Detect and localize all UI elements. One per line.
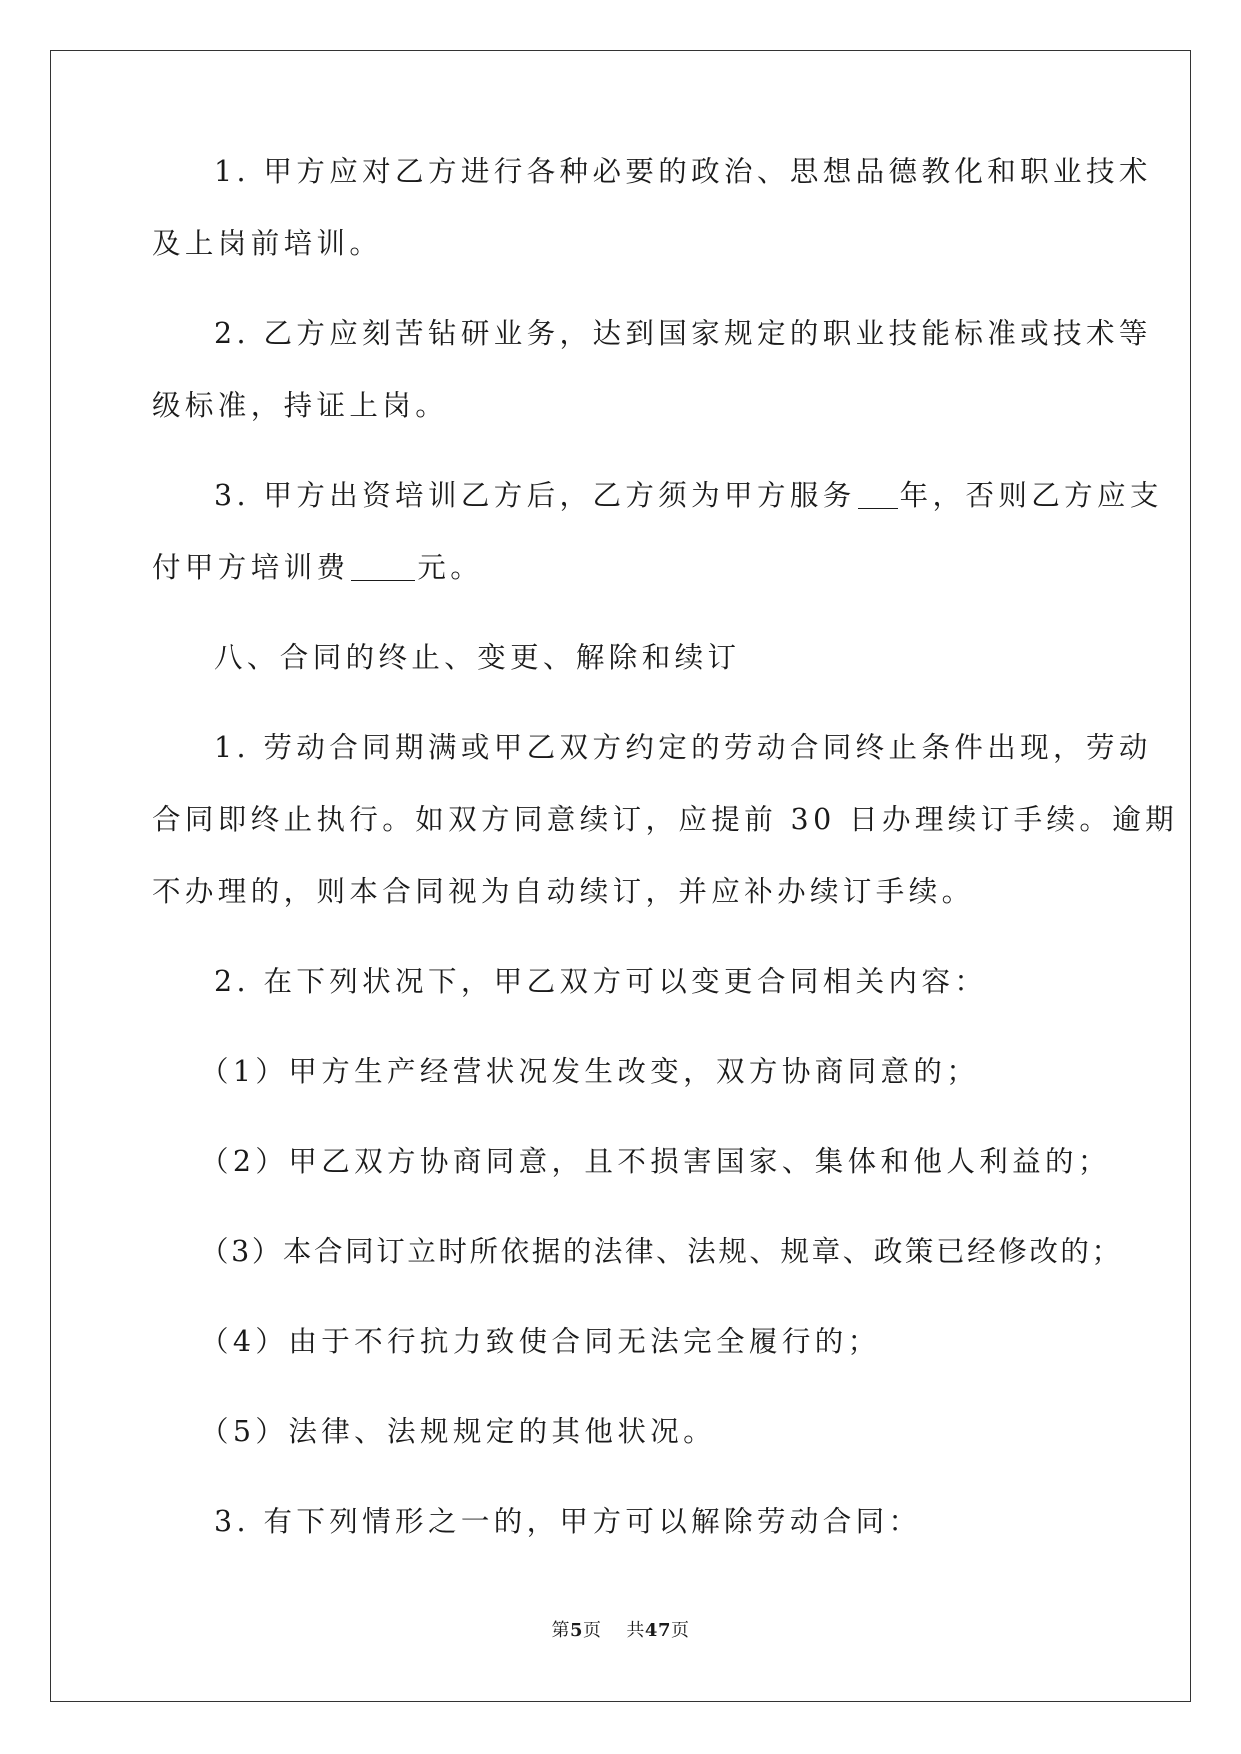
paragraph-line [152, 532, 1087, 604]
footer-text: 页 [670, 1620, 690, 1641]
document-body [152, 136, 1179, 1558]
list-item: （2）甲乙双方协商同意，且不损害国家、集体和他人利益的； [200, 1145, 1111, 1178]
footer-text: 共 [626, 1620, 645, 1641]
paragraph-line: 3. 有下列情形之一的，甲方可以解除劳动合同： [214, 1505, 922, 1538]
paragraph-line: 1. 甲方应对乙方进行各种必要的政治、思想品德教化和职业技术 [214, 155, 1152, 188]
footer-text: 第 [551, 1620, 570, 1641]
paragraph-text: 元。 [417, 551, 484, 584]
list-item: （5）法律、法规规定的其他状况。 [200, 1415, 717, 1448]
paragraph-line: 2. 乙方应刻苦钻研业务，达到国家规定的职业技能标准或技术等 [214, 317, 1152, 350]
page-number: 5 [570, 1620, 584, 1641]
total-pages: 47 [644, 1620, 671, 1641]
list-item: （4）由于不行抗力致使合同无法完全履行的； [200, 1325, 881, 1358]
paragraph-text: 付甲方培训费 [152, 551, 350, 584]
paragraph-line: 及上岗前培训。 [152, 227, 383, 260]
paragraph-line: 不办理的，则本合同视为自动续订，并应补办续订手续。 [152, 875, 975, 908]
fill-in-blank [858, 478, 898, 509]
paragraph-line: 合同即终止执行。如双方同意续订，应提前 30 日办理续订手续。逾期 [152, 803, 1179, 836]
list-item: （3）本合同订立时所依据的法律、法规、规章、政策已经修改的； [200, 1235, 1123, 1268]
paragraph-line: 1. 劳动合同期满或甲乙双方约定的劳动合同终止条件出现，劳动 [214, 731, 1152, 764]
paragraph-line: 2. 在下列状况下，甲乙双方可以变更合同相关内容： [214, 965, 988, 998]
section-heading: 八、合同的终止、变更、解除和续订 [214, 641, 741, 674]
footer-text: 页 [583, 1620, 602, 1641]
list-item: （1）甲方生产经营状况发生改变，双方协商同意的； [200, 1055, 980, 1088]
paragraph-text: 3. 甲方出资培训乙方后，乙方须为甲方服务 [214, 479, 856, 512]
paragraph-text: 年，否则乙方应支 [899, 479, 1163, 512]
page-footer [0, 1616, 1241, 1642]
paragraph-line [152, 460, 1163, 532]
paragraph-line: 级标准，持证上岗。 [152, 389, 449, 422]
fill-in-blank [351, 550, 415, 581]
